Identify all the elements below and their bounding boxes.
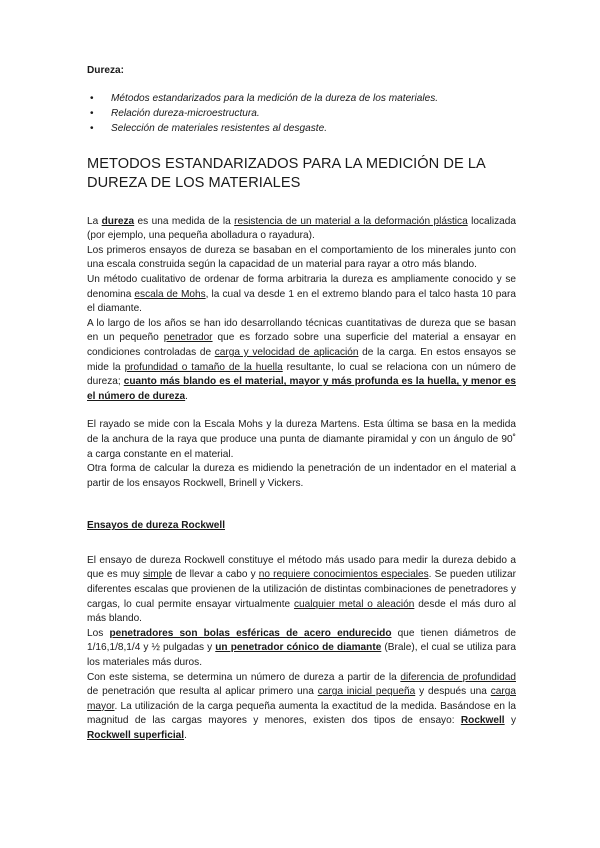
topic-item: • Relación dureza-microestructura. [87, 106, 516, 121]
section-label: Dureza: [87, 65, 125, 76]
paragraph-mohs: Un método cualitativo de ordenar de forma arbitraria la dureza es ampliamente conocido y se denomina escala de Mohs, la cual va desde 1 en el extremo blando para el talco hasta 10 para el diamante. [87, 273, 516, 315]
paragraph-history: Los primeros ensayos de dureza se basaban en el comportamiento de los minerales junto con una escala construida según la capacidad de un material para rayar a otro más blando. [87, 244, 516, 271]
section-title-line1: METODOS ESTANDARIZADOS PARA LA MEDICIÓN DE LA [87, 155, 486, 172]
subsection-heading: Ensayos de dureza Rockwell [87, 520, 226, 532]
topic-item: • Selección de materiales resistentes al desgaste. [87, 121, 516, 136]
paragraph-definition: La dureza es una medida de la resistencia de un material a la deformación plástica localizada (por ejemplo, una pequeña abolladura o rayadura). [87, 215, 516, 242]
paragraph-sistema: Con este sistema, se determina un número de dureza a partir de la diferencia de profundidad de penetración que resulta al aplicar primero una carga inicial pequeña y después una carga mayor. La utilización de la carga pequeña aumenta la exactitud de la medida. Basándose en la magnitud de las cargas mayores y menores, existen dos tipos de ensayo: Rockwell y Rockwell superficial. [87, 671, 516, 741]
paragraph-quantitative: A lo largo de los años se han ido desarrollando técnicas cuantitativas de dureza que se basan en un pequeño penetrador que es forzado sobre una superficie del material a ensayar en condiciones controladas de carga y velocidad de aplicación de la carga. En estos ensayos se mide la profundidad o tamaño de la huella resultante, lo cual se relaciona con un número de dureza; cuanto más blando es el material, mayor y más profunda es la huella, y menor es el número de dureza. [87, 317, 517, 402]
spacer [87, 404, 516, 418]
paragraph-rayado: El rayado se mide con la Escala Mohs y la dureza Martens. Esta última se basa en la medida de la anchura de la raya que produce una punta de diamante piramidal y con un ángulo de 90˚ a carga constante en el material. [87, 419, 516, 460]
topic-item: • Métodos estandarizados para la medición de la dureza de los materiales. [87, 91, 516, 106]
section-title [87, 155, 516, 193]
section-title-line2: DUREZA DE LOS MATERIALES [87, 174, 301, 191]
document-content [87, 64, 516, 744]
topic-list [87, 91, 516, 136]
paragraph-indentation: Otra forma de calcular la dureza es midiendo la penetración de un indentador en el material a partir de los ensayos Rockwell, Brinell y Vickers. [87, 463, 516, 489]
paragraph-penetradores: Los penetradores son bolas esféricas de acero endurecido que tienen diámetros de 1/16,1/8,1/4 y ½ pulgadas y un penetrador cónico de diamante (Brale), el cual se utiliza para los materiales más duros. [87, 627, 516, 669]
spacer [87, 491, 516, 519]
paragraph-rockwell: El ensayo de dureza Rockwell constituye el método más usado para medir la dureza debido a que es muy simple de llevar a cabo y no requiere conocimientos especiales. Se pueden utilizar diferentes escalas que provienen de la utilización de distintas combinaciones de penetradores y cargas, lo cual permite ensayar virtualmente cualquier metal o aleación desde el más duro al más blando. [87, 554, 517, 625]
